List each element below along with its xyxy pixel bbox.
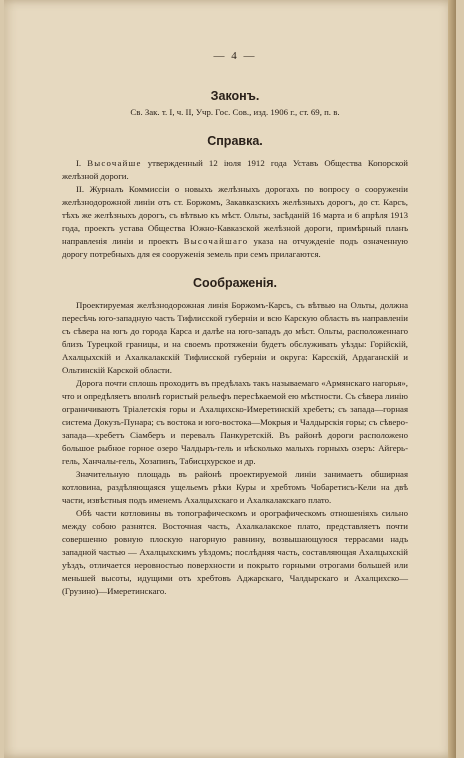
book-page <box>4 0 456 758</box>
page-edge <box>448 0 456 758</box>
paragraph-3: Значительную площадь въ районѣ проектируемой линіи занимаетъ обширная котловина, раздѣляющаяся ущельемъ рѣки Куры и хребтомъ Чобаретисъ-Кели на двѣ части, извѣстныя подъ именемъ Ахалцыхскаго и Ахалкалакскаго плато. <box>62 469 408 505</box>
item-2-text-b: указа на отчужденіе подъ означенную дорогу потребныхъ для ея сооруженія земель при семъ прилагаются. <box>62 236 409 259</box>
spaced-word: Высочайшаго <box>183 236 249 246</box>
item-1-number: I. <box>76 158 82 168</box>
section-title-zakon: Законъ. <box>210 89 260 103</box>
page-number: — 4 — <box>213 50 257 62</box>
section-title-spravka: Справка. <box>207 134 263 148</box>
paragraph-1: Проектируемая желѣзнодорожная линія Боржомъ-Карсъ, съ вѣтвью на Ольты, должна пересѣчь юго-западную часть Тифлисской губерніи и всю Карскую область въ направленіи съ сѣвера на югъ до города Карса и далѣе на юго-западъ до мѣст. Ольты, расположеннаго близъ Турецкой границы, и на своемъ протяженіи будетъ обслуживать уѣзды: Горійскій, Ахалцыхскій и Ахалкалакскій Тифлисской губерніи и округа: Карсскій, Ардаганскій и Ольтинскій Карской области. <box>62 300 408 375</box>
item-1-text: утвержденный 12 іюля 1912 года Уставъ Общества Копорской желѣзной дороги. <box>62 158 408 181</box>
spravka-item-2 <box>62 183 408 261</box>
page-content <box>62 50 408 598</box>
item-2-number: II. <box>76 184 85 194</box>
spravka-item-1 <box>62 157 408 183</box>
spaced-word: Высочайше <box>87 158 142 168</box>
item-2-text-a: Журналъ Коммиссіи о новыхъ желѣзныхъ дорогахъ по вопросу о сооруженіи желѣзнодорожной линіи отъ ст. Боржомъ, Закавказскихъ желѣзныхъ дорогъ, до ст. Карсъ, тѣхъ же желѣзныхъ дорогъ, съ вѣтвью къ мѣст. Ольты, засѣданій 16 марта и 6 апрѣля 1913 года, проектъ устава Общества Южно-Кавказской желѣзной дороги, примѣрный планъ направленія линіи и проектъ <box>62 184 408 246</box>
law-source: Св. Зак. т. I, ч. II, Учр. Гос. Сов., изд. 1906 г., ст. 69, п. в. <box>130 107 340 117</box>
paragraph-4: Обѣ части котловины въ топографическомъ и орографическомъ отношеніяхъ сильно между собою разнятся. Восточная часть, Ахалкалакское плато, представляетъ почти совершенно ровную плоскую нагорную равнину, возвышающуюся террасами надъ западной частью — Ахалцыхскимъ уѣздомъ; послѣдняя часть, составляющая Ахалцыхскій уѣздъ, отличается неровностью поверхности и покрыто горными отрогами большей или меньшей высоты, идущими отъ хребтовъ Аджарскаго, Чалдырскаго и Ахалцихско—(Грузино)—Имеретинскаго. <box>62 508 408 596</box>
section-title-soobrazheniya: Соображенія. <box>192 276 278 290</box>
paragraph-2: Дорога почти сплошь проходитъ въ предѣлахъ такъ называемаго «Армянскаго нагорья», что и опредѣляетъ вполнѣ гористый рельефъ пересѣкаемой ею мѣстности. Съ сѣвера линію ограничиваютъ Тріалетскія горы и Ахалцихско-Имеретинскій хребетъ; съ запада—горная система Докузъ-Пунара; съ востока и юго-востока—Мокрыя и Чалдырскія горы; съ сѣверо-запада—хребетъ Сіамберъ и перевалъ Панкуретскій. Въ районѣ дороги расположено большое рыбное горное озеро Чалдыръ-гель и нѣсколько малыхъ горныхъ озеръ: Айгерь-гель, Ханчалы-гель, Хозапинъ, Табисцхурское и др. <box>62 378 408 466</box>
